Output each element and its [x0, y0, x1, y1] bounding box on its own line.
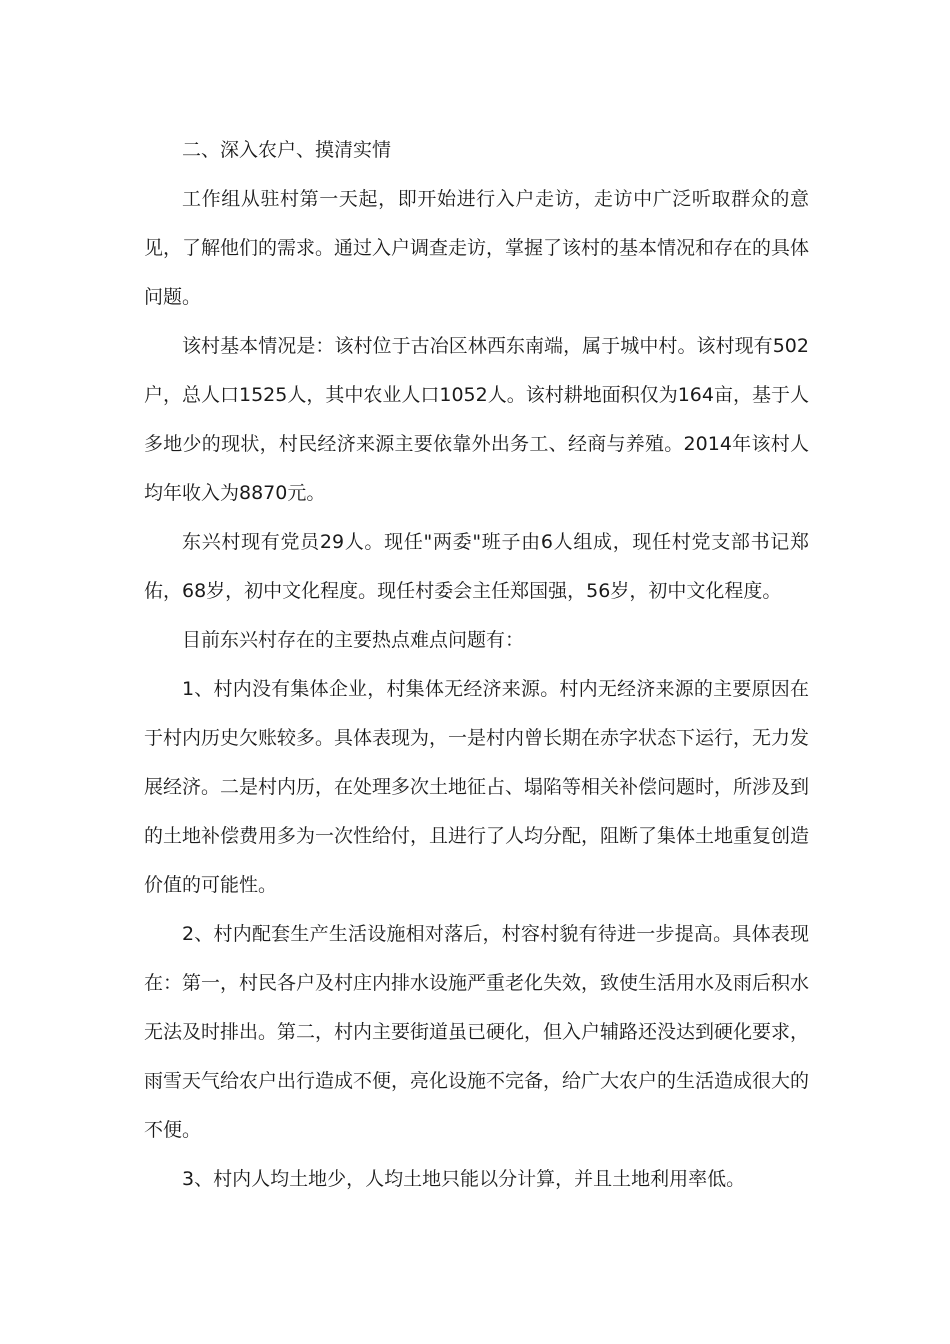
- paragraph-issue-3: 3、村内人均土地少，人均土地只能以分计算，并且土地利用率低。: [182, 1168, 746, 1190]
- section-heading: 二、深入农户、摸清实情: [182, 139, 392, 161]
- paragraph-intro: 工作组从驻村第一天起，即开始进行入户走访，走访中广泛听取群众的意见，了解他们的需求。通过入户调查走访，掌握了该村的基本情况和存在的具体问题。: [144, 188, 810, 308]
- document-body: [144, 126, 809, 1204]
- paragraph-basic-situation: 该村基本情况是：该村位于古冶区林西东南端，属于城中村。该村现有502户，总人口1525人，其中农业人口1052人。该村耕地面积仅为164亩，基于人多地少的现状，村民经济来源主要依靠外出务工、经商与养殖。2014年该村人均年收入为8870元。: [144, 335, 809, 504]
- paragraph-party-members: 东兴村现有党员29人。现任"两委"班子由6人组成，现任村党支部书记郑佑，68岁，初中文化程度。现任村委会主任郑国强，56岁，初中文化程度。: [144, 531, 809, 602]
- paragraph-issues-intro: 目前东兴村存在的主要热点难点问题有：: [182, 629, 525, 651]
- paragraph-issue-1: 1、村内没有集体企业，村集体无经济来源。村内无经济来源的主要原因在于村内历史欠账较多。具体表现为，一是村内曾长期在赤字状态下运行，无力发展经济。二是村内历，在处理多次土地征占、塌陷等相关补偿问题时，所涉及到的土地补偿费用多为一次性给付，且进行了人均分配，阻断了集体土地重复创造价值的可能性。: [144, 678, 810, 896]
- paragraph-issue-2: 2、村内配套生产生活设施相对落后，村容村貌有待进一步提高。具体表现在：第一，村民各户及村庄内排水设施严重老化失效，致使生活用水及雨后积水无法及时排出。第二，村内主要街道虽已硬化，但入户辅路还没达到硬化要求，雨雪天气给农户出行造成不便，亮化设施不完备，给广大农户的生活造成很大的不便。: [144, 923, 810, 1141]
